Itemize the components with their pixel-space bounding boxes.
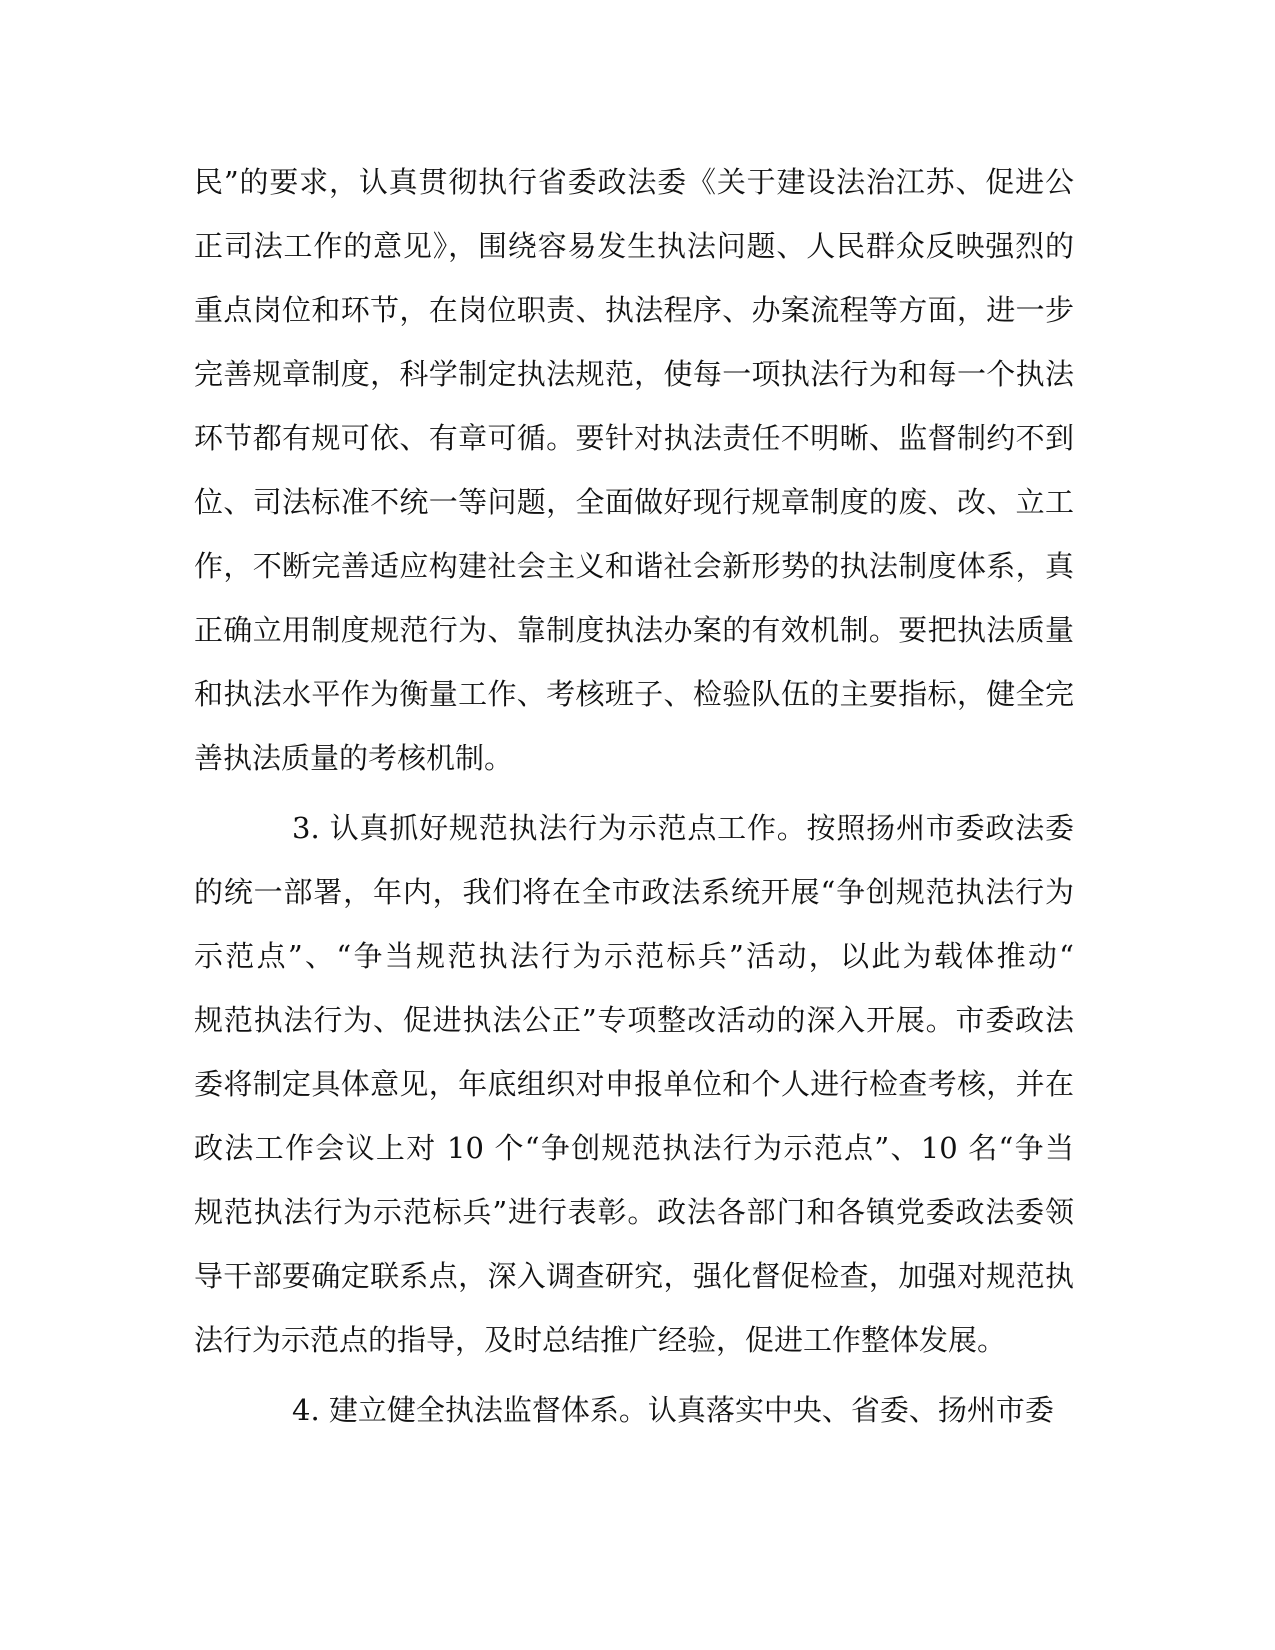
text-line: 示范点”、“争当规范执法行为示范标兵”活动，以此为载体推动“: [194, 939, 1074, 973]
text-line: 法行为示范点的指导，及时总结推广经验，促进工作整体发展。: [194, 1323, 1007, 1357]
text-line: 正确立用制度规范行为、靠制度执法办案的有效机制。要把执法质量: [194, 613, 1074, 647]
text-line: 正司法工作的意见》，围绕容易发生执法问题、人民群众反映强烈的: [194, 229, 1074, 263]
body-text: [194, 150, 1074, 1442]
text-line: 委将制定具体意见，年底组织对申报单位和个人进行检查考核，并在: [194, 1067, 1074, 1101]
text-line: 位、司法标准不统一等问题，全面做好现行规章制度的废、改、立工: [194, 485, 1074, 519]
text-line: 4. 建立健全执法监督体系。认真落实中央、省委、扬州市委: [292, 1393, 1054, 1427]
text-line: 善执法质量的考核机制。: [194, 741, 514, 775]
text-line: 规范执法行为示范标兵”进行表彰。政法各部门和各镇党委政法委领: [194, 1195, 1074, 1229]
paragraph-1: [194, 150, 1074, 790]
text-line: 作，不断完善适应构建社会主义和谐社会新形势的执法制度体系，真: [194, 549, 1074, 583]
text-line: 政法工作会议上对 10 个“争创规范执法行为示范点”、10 名“争当: [194, 1131, 1074, 1165]
text-line: 规范执法行为、促进执法公正”专项整改活动的深入开展。市委政法: [194, 1003, 1074, 1037]
text-line: 环节都有规可依、有章可循。要针对执法责任不明晰、监督制约不到: [194, 421, 1074, 455]
text-line: 的统一部署，年内，我们将在全市政法系统开展“争创规范执法行为: [194, 875, 1074, 909]
text-line: 和执法水平作为衡量工作、考核班子、检验队伍的主要指标，健全完: [194, 677, 1074, 711]
text-line: 重点岗位和环节，在岗位职责、执法程序、办案流程等方面，进一步: [194, 293, 1074, 327]
text-line: 民”的要求，认真贯彻执行省委政法委《关于建设法治江苏、促进公: [194, 165, 1074, 199]
text-line: 3. 认真抓好规范执法行为示范点工作。按照扬州市委政法委: [292, 811, 1074, 845]
text-line: 完善规章制度，科学制定执法规范，使每一项执法行为和每一个执法: [194, 357, 1074, 391]
text-line: 导干部要确定联系点，深入调查研究，强化督促检查，加强对规范执: [194, 1259, 1074, 1293]
paragraph-2: [194, 796, 1074, 1372]
paragraph-3: [194, 1378, 1074, 1442]
